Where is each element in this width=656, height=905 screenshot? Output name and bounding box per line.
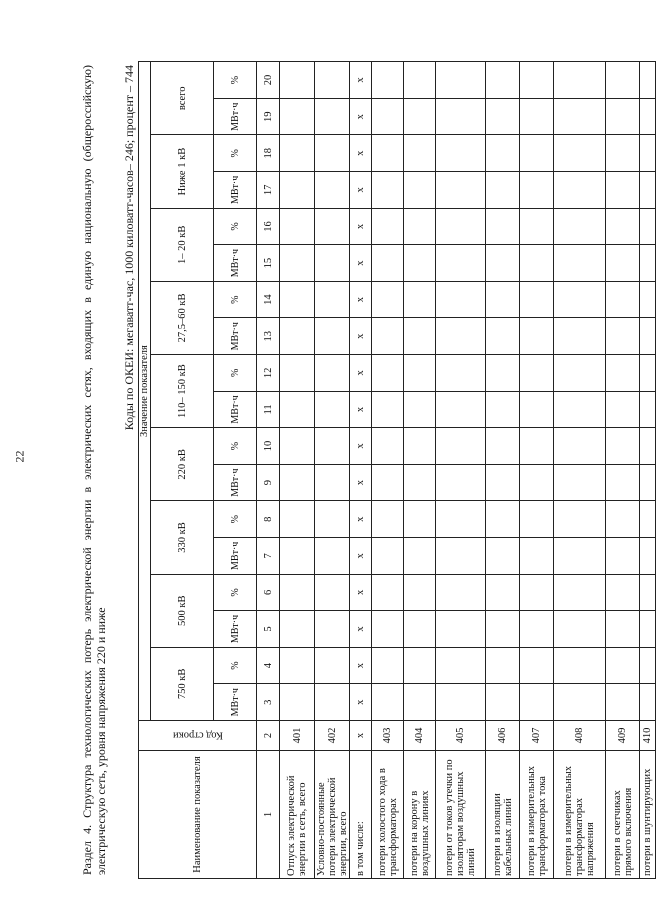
table-cell: [280, 501, 315, 538]
row-name: потери в измерительных трансформаторах напряжения: [554, 751, 606, 879]
table-row: [404, 62, 436, 879]
column-number: 14: [257, 281, 280, 318]
table-cell: [520, 464, 554, 501]
row-name: Условно-постоянные потери электрической энергии, всего: [315, 751, 350, 879]
table-cell: [520, 355, 554, 392]
table-cell: [404, 135, 436, 172]
table-cell: [315, 647, 350, 684]
table-cell: х: [350, 98, 372, 135]
row-name: потери на корону в воздушных линиях: [404, 751, 436, 879]
table-cell: [372, 428, 404, 465]
table-cell: [554, 574, 606, 611]
table-row: [280, 62, 315, 879]
table-cell: [436, 245, 486, 282]
voltage-header: 330 кВ: [151, 501, 214, 574]
unit-header: %: [214, 62, 257, 99]
table-cell: [554, 208, 606, 245]
table-cell: [280, 355, 315, 392]
table-cell: х: [350, 647, 372, 684]
table-cell: [486, 355, 520, 392]
table-cell: [436, 281, 486, 318]
table-cell: [372, 611, 404, 648]
table-cell: [404, 172, 436, 209]
table-cell: [436, 98, 486, 135]
table-cell: [436, 684, 486, 721]
table-row: [606, 62, 640, 879]
table-cell: [280, 538, 315, 575]
col-name-header: Наименование показателя: [139, 751, 257, 879]
col-code-header: Код строки: [139, 721, 257, 751]
row-name: потери в счетчиках прямого включения: [606, 751, 640, 879]
table-cell: [372, 208, 404, 245]
column-number: 10: [257, 428, 280, 465]
table-cell: [606, 135, 640, 172]
column-number: 3: [257, 684, 280, 721]
row-code: 401: [280, 721, 315, 751]
table-cell: [486, 208, 520, 245]
table-cell: х: [350, 391, 372, 428]
row-code: 408: [554, 721, 606, 751]
column-number: 9: [257, 464, 280, 501]
table-cell: х: [350, 501, 372, 538]
table-cell: [520, 684, 554, 721]
table-cell: [606, 684, 640, 721]
column-number: 7: [257, 538, 280, 575]
row-name: потери в измерительных трансформаторах тока: [520, 751, 554, 879]
table-cell: [404, 391, 436, 428]
table-cell: [486, 501, 520, 538]
table-row: [436, 62, 486, 879]
table-cell: [280, 391, 315, 428]
table-cell: [280, 611, 315, 648]
table-row: [486, 62, 520, 879]
row-code: 409: [606, 721, 640, 751]
table-cell: [640, 538, 656, 575]
table-cell: [486, 281, 520, 318]
table-cell: х: [350, 574, 372, 611]
table-cell: [315, 611, 350, 648]
table-cell: [554, 647, 606, 684]
table-cell: х: [350, 318, 372, 355]
table-cell: [436, 538, 486, 575]
column-number: 15: [257, 245, 280, 282]
table-row: [315, 62, 350, 879]
header-row-1: [139, 62, 151, 879]
table-cell: [520, 245, 554, 282]
table-cell: [606, 172, 640, 209]
table-cell: [486, 135, 520, 172]
table-cell: [486, 428, 520, 465]
table-cell: [640, 281, 656, 318]
table-cell: [315, 62, 350, 99]
table-cell: [640, 647, 656, 684]
table-cell: [436, 208, 486, 245]
table-cell: [372, 464, 404, 501]
table-cell: х: [350, 428, 372, 465]
table-cell: х: [350, 172, 372, 209]
table-cell: [404, 464, 436, 501]
table-cell: [404, 428, 436, 465]
table-cell: [520, 281, 554, 318]
table-cell: [404, 355, 436, 392]
table-cell: [606, 464, 640, 501]
table-cell: [404, 318, 436, 355]
table-cell: [520, 391, 554, 428]
table-cell: [554, 355, 606, 392]
row-code: 403: [372, 721, 404, 751]
table-cell: [404, 98, 436, 135]
table-cell: [436, 611, 486, 648]
col-values-header: Значение показателя: [139, 62, 151, 721]
column-number: 19: [257, 98, 280, 135]
row-code: 407: [520, 721, 554, 751]
table-cell: [554, 501, 606, 538]
table-cell: [520, 62, 554, 99]
table-cell: [315, 501, 350, 538]
table-cell: [520, 647, 554, 684]
table-cell: х: [350, 62, 372, 99]
table-cell: [554, 464, 606, 501]
table-cell: [404, 208, 436, 245]
table-cell: х: [350, 464, 372, 501]
table-cell: [315, 684, 350, 721]
unit-header: %: [214, 355, 257, 392]
table-cell: [640, 355, 656, 392]
table-cell: [606, 62, 640, 99]
voltage-header: 110– 150 кВ: [151, 355, 214, 428]
column-number: 17: [257, 172, 280, 209]
table-cell: [554, 428, 606, 465]
table-cell: [606, 501, 640, 538]
table-cell: х: [350, 611, 372, 648]
table-cell: [372, 647, 404, 684]
unit-header: МВт·ч: [214, 98, 257, 135]
column-number: 6: [257, 574, 280, 611]
table-cell: [486, 574, 520, 611]
column-number: 20: [257, 62, 280, 99]
table-cell: [315, 318, 350, 355]
table-cell: [520, 135, 554, 172]
table-cell: [436, 574, 486, 611]
table-cell: [640, 98, 656, 135]
table-cell: [606, 428, 640, 465]
table-row: [372, 62, 404, 879]
row-name: потери в изоляции кабельных линий: [486, 751, 520, 879]
row-name: потери холостого хода в трансформаторах: [372, 751, 404, 879]
row-code: 404: [404, 721, 436, 751]
table-cell: [315, 208, 350, 245]
column-number: 8: [257, 501, 280, 538]
table-row: [350, 62, 372, 879]
table-cell: [606, 245, 640, 282]
table-cell: [520, 611, 554, 648]
table-cell: [436, 62, 486, 99]
table-cell: [280, 135, 315, 172]
table-cell: [372, 391, 404, 428]
table-cell: [554, 318, 606, 355]
table-cell: [606, 98, 640, 135]
table-cell: [372, 62, 404, 99]
table-cell: [315, 428, 350, 465]
table-cell: [520, 98, 554, 135]
voltage-header: Ниже 1 кВ: [151, 135, 214, 208]
column-number: 13: [257, 318, 280, 355]
table-cell: [486, 391, 520, 428]
table-cell: [404, 245, 436, 282]
table-cell: [372, 684, 404, 721]
table-cell: [486, 647, 520, 684]
row-name: потери от токов утечки по изоляторам воздушных линий: [436, 751, 486, 879]
table-cell: [606, 281, 640, 318]
table-cell: [436, 391, 486, 428]
table-cell: [280, 647, 315, 684]
table-cell: [315, 98, 350, 135]
okei-codes: Коды по ОКЕИ: мегаватт-час, 1000 киловатт-часов– 246; процент – 744: [122, 65, 136, 431]
table-cell: [606, 391, 640, 428]
table-cell: [436, 172, 486, 209]
table-cell: х: [350, 245, 372, 282]
table-cell: [520, 172, 554, 209]
voltage-header: 500 кВ: [151, 574, 214, 647]
table-cell: [372, 318, 404, 355]
unit-header: МВт·ч: [214, 684, 257, 721]
table-cell: [640, 684, 656, 721]
table-cell: [606, 611, 640, 648]
table-cell: [280, 208, 315, 245]
unit-header: МВт·ч: [214, 245, 257, 282]
table-cell: [520, 574, 554, 611]
voltage-header: 27,5–60 кВ: [151, 281, 214, 354]
table-cell: х: [350, 355, 372, 392]
unit-header: МВт·ч: [214, 318, 257, 355]
table-cell: [436, 647, 486, 684]
table-cell: х: [350, 208, 372, 245]
table-cell: [554, 135, 606, 172]
page-number: 22: [12, 450, 27, 463]
table-cell: [404, 501, 436, 538]
losses-table: [138, 61, 656, 879]
row-code: 410: [640, 721, 656, 751]
column-number-row: [257, 62, 280, 879]
row-code: 406: [486, 721, 520, 751]
table-cell: [436, 135, 486, 172]
table-cell: [606, 208, 640, 245]
table-cell: [640, 428, 656, 465]
table-cell: [640, 611, 656, 648]
table-cell: [436, 501, 486, 538]
table-cell: [372, 135, 404, 172]
voltage-header: 750 кВ: [151, 647, 214, 720]
table-cell: [486, 684, 520, 721]
table-cell: [554, 611, 606, 648]
table-cell: [486, 62, 520, 99]
unit-header: МВт·ч: [214, 172, 257, 209]
table-cell: [404, 611, 436, 648]
column-number: 5: [257, 611, 280, 648]
table-cell: [280, 428, 315, 465]
unit-header: %: [214, 501, 257, 538]
table-cell: [486, 172, 520, 209]
table-cell: [554, 62, 606, 99]
table-cell: [436, 428, 486, 465]
unit-header: МВт·ч: [214, 538, 257, 575]
unit-header: МВт·ч: [214, 391, 257, 428]
table-cell: [372, 574, 404, 611]
table-cell: [554, 684, 606, 721]
table-cell: [372, 245, 404, 282]
table-cell: [520, 208, 554, 245]
table-cell: [436, 355, 486, 392]
table-cell: [640, 172, 656, 209]
unit-header: %: [214, 428, 257, 465]
table-cell: [404, 574, 436, 611]
table-row: [554, 62, 606, 879]
table-cell: [554, 391, 606, 428]
table-cell: [280, 62, 315, 99]
column-number: 18: [257, 135, 280, 172]
table-cell: [315, 281, 350, 318]
row-code: 402: [315, 721, 350, 751]
table-cell: [606, 538, 640, 575]
column-number: 11: [257, 391, 280, 428]
table-cell: [404, 538, 436, 575]
table-cell: [640, 464, 656, 501]
table-cell: [404, 281, 436, 318]
unit-header: %: [214, 208, 257, 245]
table-cell: [372, 172, 404, 209]
table-cell: [404, 684, 436, 721]
row-name: потери в шунтирующих: [640, 751, 656, 879]
row-code: 405: [436, 721, 486, 751]
table-cell: [486, 318, 520, 355]
unit-header: МВт·ч: [214, 611, 257, 648]
column-number: 1: [257, 751, 280, 879]
row-name: в том числе:: [350, 751, 372, 879]
table-cell: [554, 98, 606, 135]
unit-header: %: [214, 135, 257, 172]
table-cell: [606, 318, 640, 355]
table-cell: [554, 538, 606, 575]
table-cell: х: [350, 684, 372, 721]
table-cell: [520, 318, 554, 355]
table-cell: [315, 574, 350, 611]
table-cell: [372, 501, 404, 538]
table-cell: [436, 464, 486, 501]
row-name: Отпуск электрической энергии в сеть, всего: [280, 751, 315, 879]
table-cell: [280, 574, 315, 611]
table-cell: [640, 318, 656, 355]
table-cell: [606, 647, 640, 684]
table-cell: [606, 355, 640, 392]
table-cell: [280, 98, 315, 135]
table-cell: [372, 538, 404, 575]
table-cell: [486, 464, 520, 501]
row-code: х: [350, 721, 372, 751]
table-cell: х: [350, 135, 372, 172]
table-cell: [315, 538, 350, 575]
table-row: [520, 62, 554, 879]
unit-header: %: [214, 281, 257, 318]
unit-header: %: [214, 647, 257, 684]
table-cell: х: [350, 281, 372, 318]
table-cell: [640, 62, 656, 99]
table-cell: [486, 98, 520, 135]
table-cell: [280, 684, 315, 721]
table-cell: [315, 464, 350, 501]
column-number: 2: [257, 721, 280, 751]
column-number: 4: [257, 647, 280, 684]
voltage-header: 1– 20 кВ: [151, 208, 214, 281]
table-cell: [315, 245, 350, 282]
table-cell: [554, 172, 606, 209]
table-cell: [315, 135, 350, 172]
table-cell: [640, 208, 656, 245]
table-cell: [280, 245, 315, 282]
table-cell: [372, 355, 404, 392]
column-number: 12: [257, 355, 280, 392]
table-cell: [606, 574, 640, 611]
voltage-header: 220 кВ: [151, 428, 214, 501]
table-cell: [372, 281, 404, 318]
table-cell: [486, 245, 520, 282]
table-cell: [640, 574, 656, 611]
column-number: 16: [257, 208, 280, 245]
table-cell: [640, 135, 656, 172]
table-cell: [520, 428, 554, 465]
table-cell: [436, 318, 486, 355]
table-cell: [280, 172, 315, 209]
table-cell: [486, 611, 520, 648]
table-cell: [640, 391, 656, 428]
table-cell: [280, 464, 315, 501]
table-cell: [520, 501, 554, 538]
table-cell: [315, 172, 350, 209]
voltage-header: всего: [151, 62, 214, 135]
table-cell: [486, 538, 520, 575]
table-cell: [372, 98, 404, 135]
unit-header: %: [214, 574, 257, 611]
table-row: [640, 62, 656, 879]
table-cell: [640, 245, 656, 282]
table-body: [280, 62, 656, 879]
unit-header: МВт·ч: [214, 464, 257, 501]
table-cell: [315, 355, 350, 392]
table-cell: [520, 538, 554, 575]
section-heading: Раздел 4. Структура технологических потерь электрической энергии в электрических сетях, входящих в единую национальную (общероссийскую) электрическую сеть, уровня напряжения 220 и ниже: [80, 65, 108, 875]
table-cell: [640, 501, 656, 538]
table-cell: [315, 391, 350, 428]
table-cell: [280, 281, 315, 318]
table-cell: [554, 245, 606, 282]
table-cell: [404, 62, 436, 99]
table-cell: [280, 318, 315, 355]
table-cell: [404, 647, 436, 684]
table-cell: х: [350, 538, 372, 575]
table-cell: [554, 281, 606, 318]
